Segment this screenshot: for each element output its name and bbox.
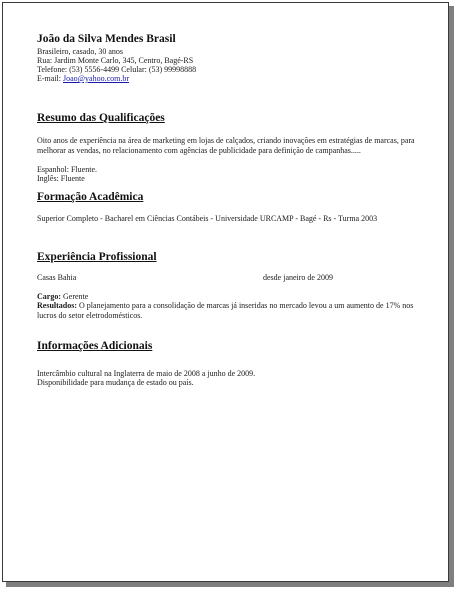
experience-entry-header [37,273,432,282]
language-english: Inglês: Fluente [37,174,85,183]
phones: Telefone: (53) 5556-4499 Celular: (53) 99998888 [37,65,197,74]
additional-title: Informações Adicionais [37,340,153,352]
qualifications-summary: Oito anos de experiência na área de marketing em lojas de calçados, criando inovações em estratégias de marcas, para melhorar as vendas, no relacionamento com agências de publicidade para definição de campanhas..... [37,136,415,155]
additional-section [37,340,432,387]
results-value: O planejamento para a consolidação de marcas já inseridas no mercado levou a um aumento de 17% nos lucros do setor eletrodomésticos. [37,301,414,320]
education-section [37,191,432,223]
education-title: Formação Acadêmica [37,191,144,203]
resume-content [37,33,432,387]
email-label: E-mail: [37,74,63,83]
experience-results [37,301,432,320]
page-shadow-bottom [6,582,454,587]
address: Rua: Jardim Monte Carlo, 345, Centro, Bagé-RS [37,56,194,65]
experience-role [37,292,432,301]
personal-header [37,33,432,83]
education-entry: Superior Completo - Bacharel em Ciências Contábeis - Universidade URCAMP - Bagé - Rs - Turma 2003 [37,214,378,223]
page-shadow-right [449,6,454,585]
email-line [37,74,432,83]
email-link[interactable]: Joao@yahoo.com.br [63,74,130,83]
experience-period: desde janeiro de 2009 [263,273,333,282]
personal-info: Brasileiro, casado, 30 anos [37,47,123,56]
language-spanish: Espanhol: Fluente. [37,165,97,174]
additional-item: Intercâmbio cultural na Inglaterra de maio de 2008 a junho de 2009. [37,369,256,378]
person-name: João da Silva Mendes Brasil [37,33,176,45]
results-label: Resultados: [37,301,78,310]
additional-item: Disponibilidade para mudança de estado ou país. [37,378,194,387]
experience-company: Casas Bahia [37,273,77,282]
role-label: Cargo: [37,292,61,301]
experience-title: Experiência Profissional [37,251,157,263]
experience-section [37,251,432,320]
role-value: Gerente [61,292,89,301]
qualifications-section [37,112,432,183]
qualifications-title: Resumo das Qualificações [37,112,165,124]
